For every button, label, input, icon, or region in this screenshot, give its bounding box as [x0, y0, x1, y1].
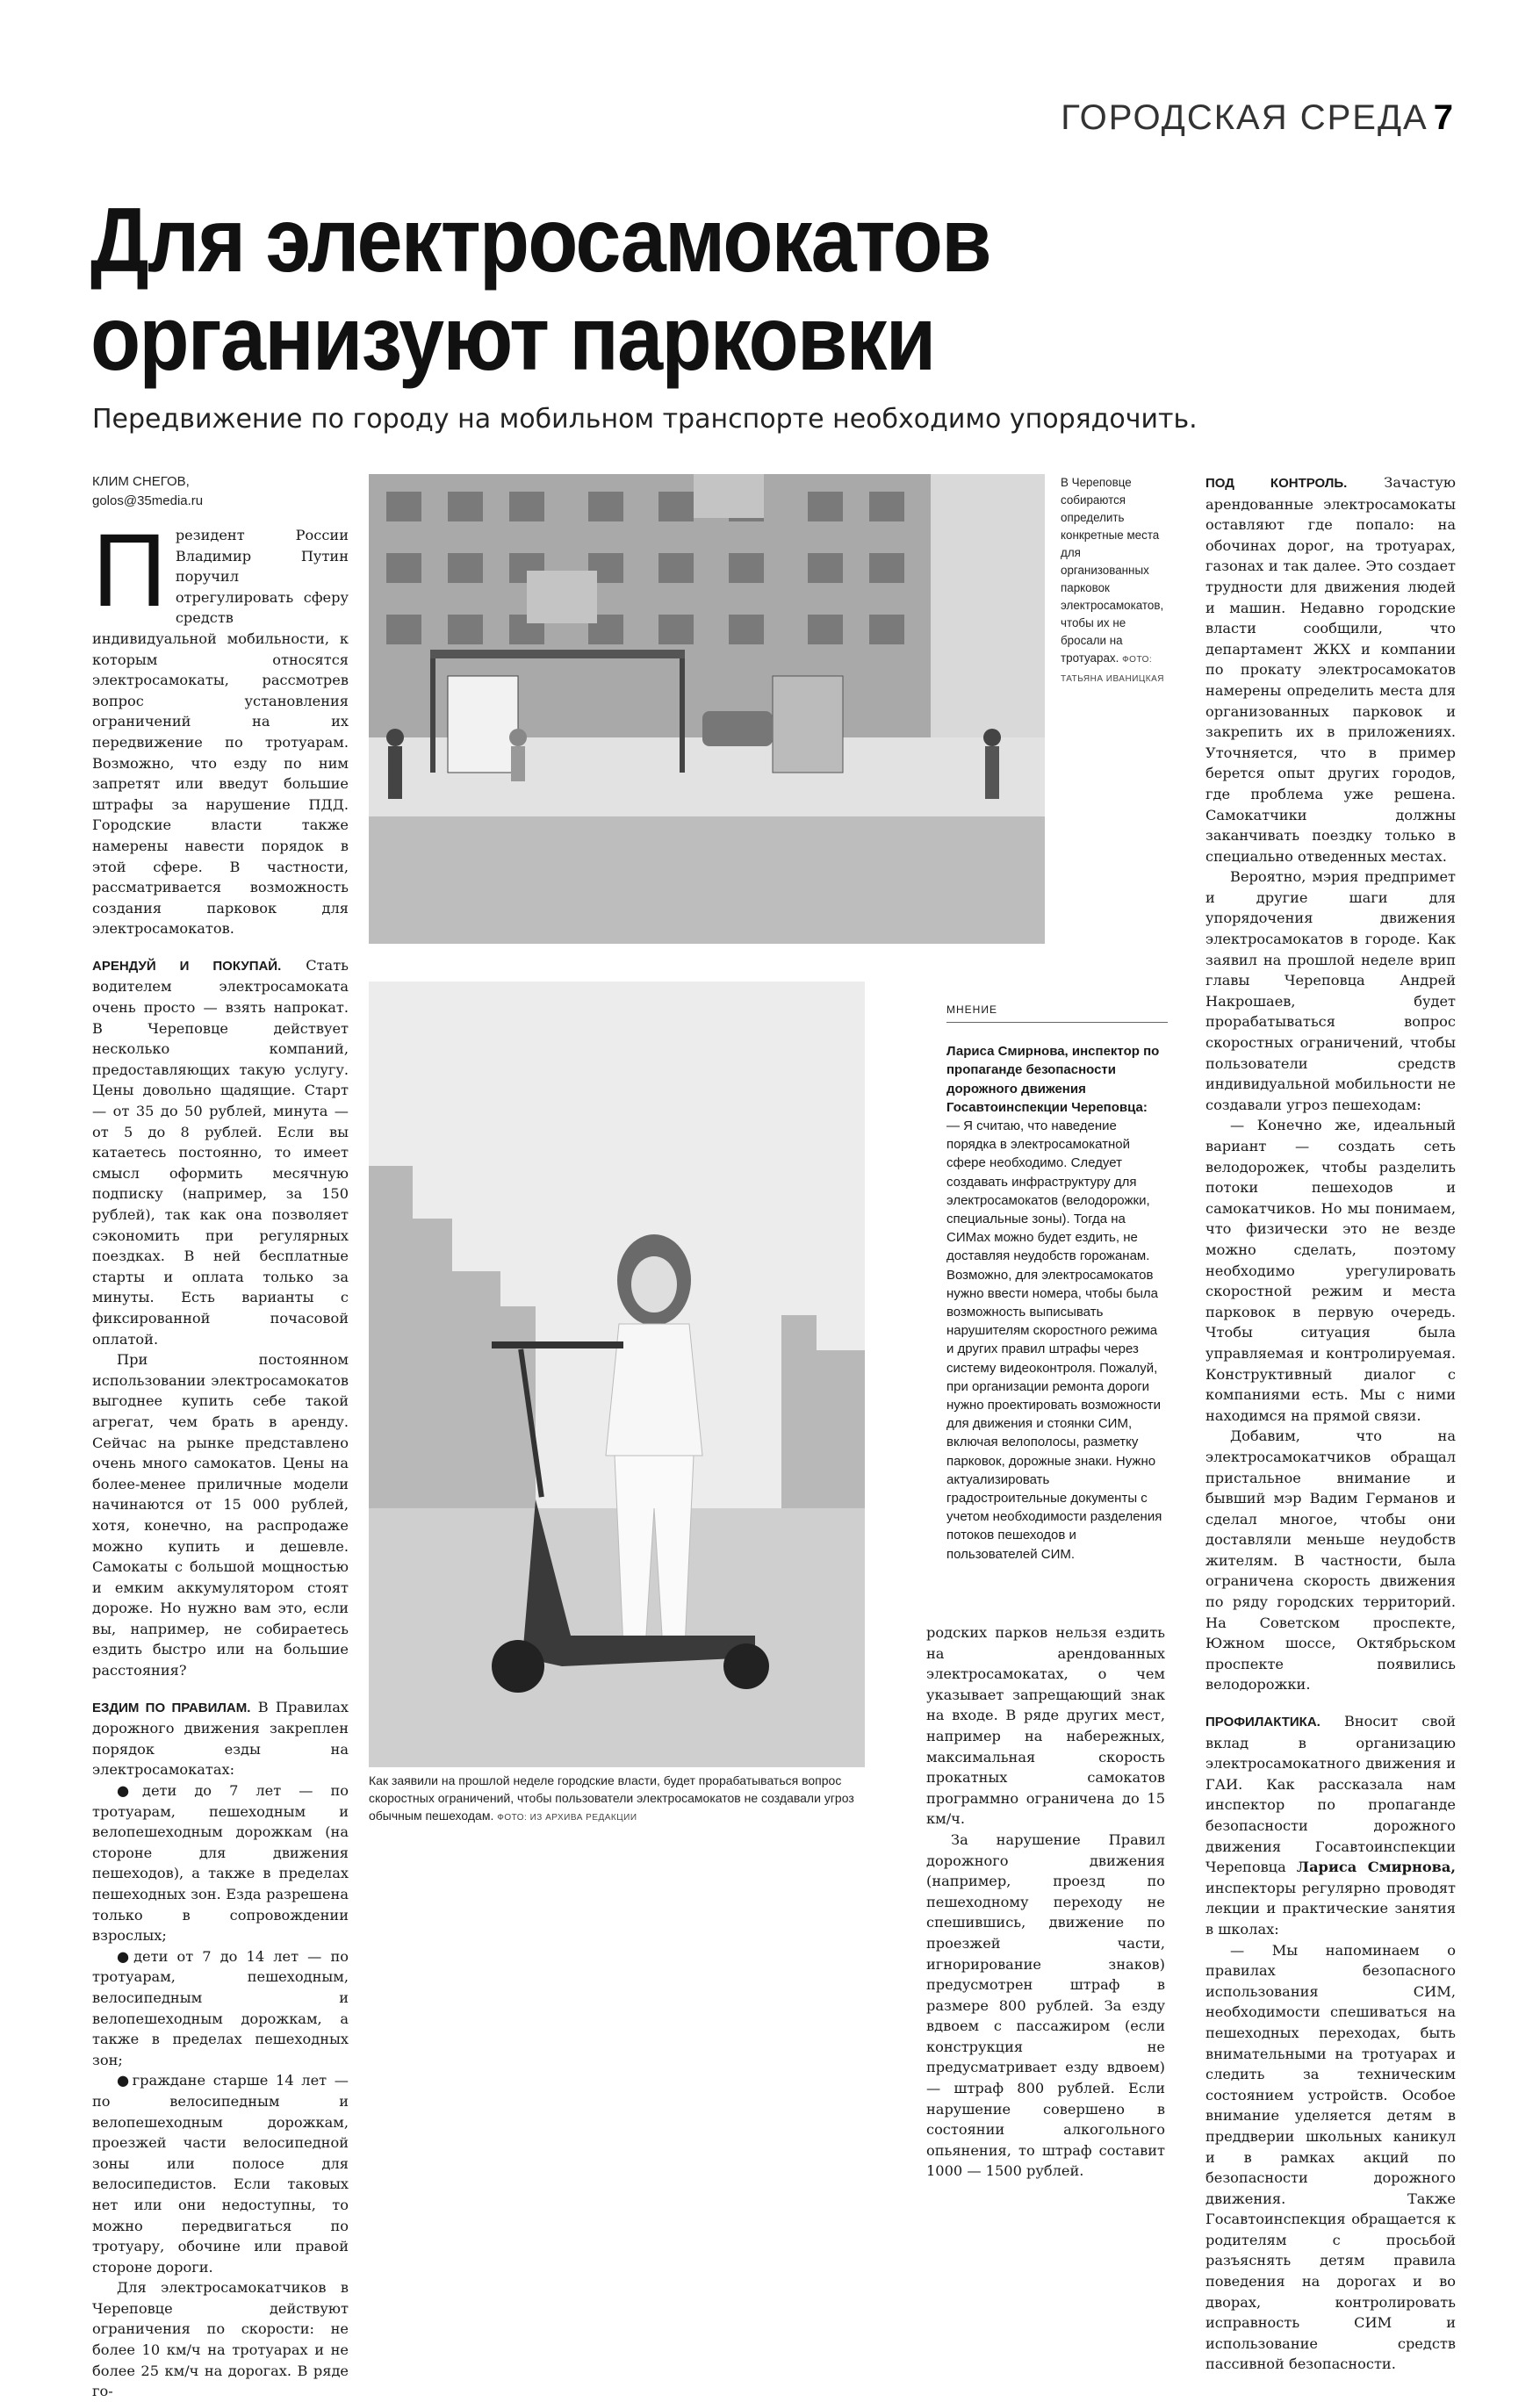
drop-cap: П	[92, 513, 167, 629]
byline	[92, 472, 203, 511]
headline	[90, 191, 1118, 388]
scooter-rider-image	[369, 982, 865, 1767]
section-header	[1061, 98, 1455, 138]
author-email: golos@35media.ru	[92, 493, 204, 508]
opinion-box	[946, 1001, 1168, 1564]
paragraph: родских парков нельзя ездить на арендованных электросамокатах, о чем указывает запрещающий знак на входе. В ряде других мест, например на набережных, максимальная скорость прокатных самокатов программно ограничена до 15 км/ч.	[926, 1624, 1165, 1828]
paragraph: При постоянном использовании электросамокатов выгоднее купить себе такой агрегат, чем брать в аренду. Сейчас на рынке представлено очень много самокатов. Цены на более-менее приличные модели начинаются от 15 000 рублей, хотя, конечно, на распродаже можно купить и дешевле. Самокаты с большой мощностью и емким аккумулятором стоят дороже. Но нужно вам это, если вы, например, не собираетесь ездить быстро или на большие расстояния?	[92, 1351, 349, 1679]
name-highlight: Лариса Смирнова,	[1296, 1859, 1456, 1876]
caption-text: Как заявили на прошлой неделе городские власти, будет прорабатываться вопрос скоростных ограничений, чтобы пользователи электросамокатов не создавали угроз обычным пешеходам.	[369, 1773, 854, 1823]
author-name: КЛИМ СНЕГОВ,	[92, 474, 190, 489]
section-name: ГОРОДСКАЯ СРЕДА	[1061, 98, 1428, 137]
paragraph: — Конечно же, идеальный вариант — создать сеть велодорожек, чтобы разделить потоки пешеходов и самокатчиков. Но мы понимаем, что физически это не везде можно сделать, поэтому необходимо урегулировать скоростной режим и места парковок в первую очередь. Чтобы ситуация была управляемая и контролируемая. Конструктивный диалог с компаниями есть. Мы с ними находимся на прямой связи.	[1205, 1117, 1456, 1424]
paragraph: Вносит свой вклад в организацию электросамокатного движения и ГАИ. Как рассказала нам инспектор по пропаганде безопасности дорожного движения Госавтоинспекции Череповца	[1205, 1713, 1456, 1876]
article-column-4	[1205, 472, 1456, 2375]
paragraph: резидент России Владимир Путин поручил отрегулировать сферу средств индивидуальной мобильности, к которым относятся электросамокаты, рассмотрев вопрос установления ограничений на их передвижение по тротуарам. Возможно, что езду по ним запретят или введут большие штрафы за нарушение ПДД. Городские власти также намерены навести порядок в этой сфере. В частности, рассматривается возможность создания парковок для электросамокатов.	[92, 527, 349, 938]
opinion-author: Лариса Смирнова, инспектор по пропаганде безопасности дорожного движения Госавтоинспекции Череповца:	[946, 1044, 1160, 1115]
subheading-rules: ЕЗДИМ ПО ПРАВИЛАМ.	[92, 1700, 251, 1715]
photo-scooter-rider	[369, 982, 865, 1767]
list-item: ●дети до 7 лет — по тротуарам, пешеходным и велопешеходным дорожкам (на стороне для движения пешеходов), а также в пределах пешеходных зон. Езда разрешена только в сопровождении взрослых;	[92, 1782, 349, 1945]
paragraph: Для электросамокатчиков в Череповце действуют ограничения по скорости: не более 10 км/ч на тротуарах и не более 25 км/ч на дорогах. В ряде го-	[92, 2279, 349, 2400]
paragraph: Добавим, что на электросамокатчиков обращал пристальное внимание и бывший мэр Вадим Германов и сделал многое, чтобы они доставляли меньше неудобств жителям. В частности, была ограничена скорость движения по ряду городских территорий. На Советском проспекте, Южном шоссе, Октябрьском проспекте появились велодорожки.	[1205, 1428, 1456, 1694]
article-column-1	[92, 513, 349, 2402]
photo-caption-2	[369, 1772, 878, 1827]
page-number: 7	[1433, 98, 1455, 137]
paragraph: Вероятно, мэрия предпримет и другие шаги для упорядочения движения электросамокатов в городе. Как заявил на прошлой неделе врип главы Череповца Андрей Накрошаев, будет прорабатываться вопрос скоростных ограничений, чтобы пользователи средств индивидуальной мобильности не создавали угроз пешеходам:	[1205, 868, 1456, 1113]
caption-text: В Череповце собираются определить конкретные места для организованных парковок электросамокатов, чтобы их не бросали на тротуарах.	[1061, 476, 1164, 665]
paragraph: — Мы напоминаем о правилах безопасного использования СИМ, необходимости спешиваться на пешеходных переходах, быть внимательными на тротуарах и следить за техническим состоянием устройств. Особое внимание уделяется детям в преддверии школьных каникул и в рамках акций по безопасности дорожного движения. Также Госавтоинспекция обращается к родителям с просьбой разъяснять детям правила поведения на дорогах и во дворах, контролировать исправность СИМ и использование средств пассивной безопасности.	[1205, 1941, 1456, 2373]
photo-caption-1	[1061, 474, 1170, 688]
bus-stop-scene-image	[369, 474, 1045, 944]
headline-line-2: организуют парковки	[90, 288, 935, 390]
paragraph: За нарушение Правил дорожного движения (например, проезд по пешеходному переходу не спешившись, движение по проезжей части, игнорирование знаков) предусмотрен штраф в размере 800 рублей. За езду вдвоем с пассажиром (если конструкция не предусматривает езду вдвоем) — штраф 800 рублей. Если нарушение совершено в состоянии алкогольного опьянения, то штраф составит 1000 — 1500 рублей.	[926, 1830, 1165, 2180]
list-item: ●граждане старше 14 лет — по велосипедным и велопешеходным дорожкам, проезжей части велосипедной зоны или полосе для велосипедистов. Если таковых нет или они недоступны, то можно передвигаться по тротуару, обочине или правой стороне дороги.	[92, 2072, 349, 2276]
paragraph: инспекторы регулярно проводят лекции и практические занятия в школах:	[1205, 1879, 1456, 1938]
headline-line-1: Для электросамокатов	[90, 190, 990, 291]
subheading-control: ПОД КОНТРОЛЬ.	[1205, 476, 1348, 491]
opinion-label: МНЕНИЕ	[946, 1001, 1168, 1023]
article-column-3	[926, 1622, 1165, 2182]
photo-bus-stop	[369, 474, 1045, 944]
lead-paragraph: Передвижение по городу на мобильном транспорте необходимо упорядочить.	[92, 404, 1198, 435]
photo-credit: ФОТО: ТАТЬЯНА ИВАНИЦКАЯ	[1061, 655, 1164, 684]
subheading-rent: АРЕНДУЙ И ПОКУПАЙ.	[92, 958, 282, 974]
opinion-quote: — Я считаю, что наведение порядка в электросамокатной сфере необходимо. Следует создавать инфраструктуру для электросамокатов (велодорожки, специальные зоны). Тогда на СИМах можно будет ездить, не доставляя неудобств горожанам. Возможно, для электросамокатов нужно ввести номера, чтобы была возможность выписывать нарушителям скоростного режима и других правил штрафы через систему видеоконтроля. Пожалуй, при организации ремонта дороги нужно проектировать возможности для движения и стоянки СИМ, включая велополосы, разметку парковок, дорожные знаки. Нужно актуализировать градостроительные документы с учетом необходимости разделения потоков пешеходов и пользователей СИМ.	[946, 1118, 1162, 1562]
subheading-prevention: ПРОФИЛАКТИКА.	[1205, 1715, 1321, 1730]
paragraph: В Правилах дорожного движения закреплен порядок езды на электросамокатах:	[92, 1698, 349, 1779]
photo-credit: ФОТО: ИЗ АРХИВА РЕДАКЦИИ	[497, 1813, 637, 1823]
paragraph: Зачастую арендованные электросамокаты оставляют где попало: на обочинах дорог, на тротуарах, газонах и так далее. Это создает трудности для движения людей и машин. Недавно городские власти сообщили, что департамент ЖКХ и компании по прокату электросамокатов намерены определить места для организованных парковок и закрепить их в приложениях. Уточняется, что в пример берется опыт других городов, где проблема уже решена. Самокатчики должны заканчивать поездку только в специально отведенных местах.	[1205, 474, 1456, 865]
list-item: ●дети от 7 до 14 лет — по тротуарам, пешеходным, велосипедным и велопешеходным дорожкам, а также в пределах пешеходных зон;	[92, 1947, 349, 2068]
paragraph: Стать водителем электросамоката очень просто — взять напрокат. В Череповце действует несколько компаний, предоставляющих такую услугу. Цены довольно щадящие. Старт — от 35 до 50 рублей, минута — от 5 до 8 рублей. Если вы катаетесь постоянно, то имеет смысл оформить месячную подписку (например, за 150 рублей), так как она позволяет сэкономить при регулярных поездках. В ней бесплатные старты и оплата только за минуты. Есть варианты с фиксированной почасовой оплатой.	[92, 956, 349, 1348]
